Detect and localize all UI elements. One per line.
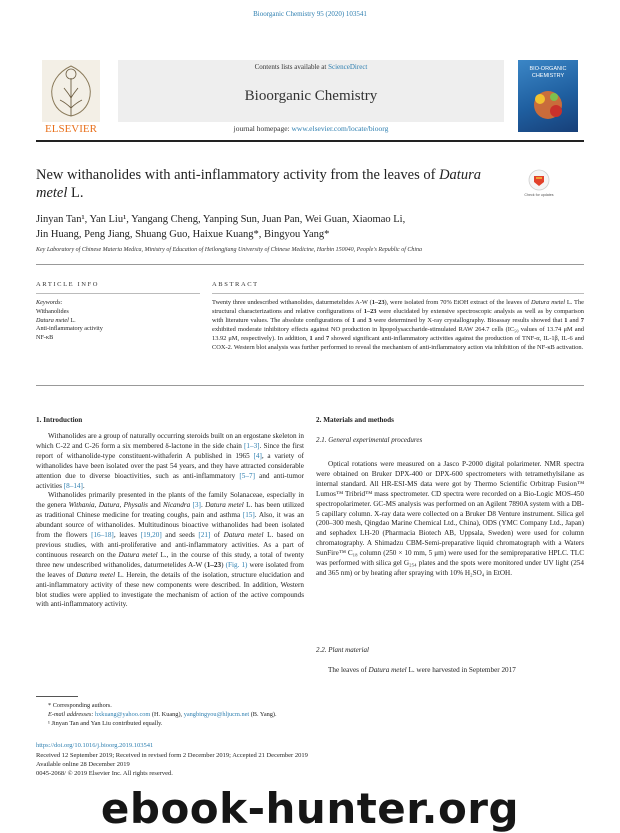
keywords-label: Keywords: (36, 299, 63, 306)
keyword-item: Withanolides (36, 307, 69, 315)
cover-title-2: CHEMISTRY (531, 72, 565, 79)
footnote-rule (36, 696, 78, 697)
keyword-item: Datura metel L. (36, 316, 76, 324)
journal-cover-image (518, 60, 578, 132)
article-info-heading: ARTICLE INFO (36, 281, 100, 288)
journal-homepage-line (118, 124, 504, 133)
ref-link[interactable]: [4] (253, 451, 262, 460)
email-addresses-note: E-mail addresses: hxkuang@yahoo.com (H. Kuang), yangbingyou@hljucm.net (B. Yang). (48, 711, 277, 718)
email-link[interactable]: yangbingyou@hljucm.net (183, 711, 250, 718)
homepage-prefix: journal homepage: (233, 124, 292, 133)
subsection-heading-2-2: 2.2. Plant material (316, 646, 369, 654)
ref-link[interactable]: [16–18] (91, 531, 114, 540)
footnotes (36, 701, 436, 728)
check-for-updates-badge[interactable] (526, 168, 552, 200)
author-list (36, 212, 556, 242)
ref-link[interactable]: [21] (198, 531, 211, 540)
svg-text:ELSEVIER: ELSEVIER (45, 123, 97, 135)
subsection-heading-2-1: 2.1. General experimental procedures (316, 436, 423, 444)
received-dates: Received 12 September 2019; Received in revised form 2 December 2019; Accepted 21 December 2019 (36, 752, 308, 759)
abstract-rule (212, 293, 584, 294)
introduction-heading: 1. Introduction (36, 416, 83, 424)
homepage-link[interactable]: www.elsevier.com/locate/bioorg (291, 124, 389, 133)
article-info-rule (36, 293, 200, 294)
keyword-item: NF-κB (36, 334, 54, 342)
figure-link[interactable]: (Fig. 1) (225, 560, 248, 569)
journal-reference[interactable]: Bioorganic Chemistry 95 (2020) 103541 (253, 10, 367, 18)
affiliation-rule (36, 264, 584, 265)
ref-link[interactable]: [8–14] (63, 481, 83, 490)
ref-link[interactable]: [3] (190, 501, 201, 510)
abstract-text: Twenty three undescribed withanolides, daturmetelides A-W (1–23), were isolated from 70% EtOH extract of the leaves of Datura metel L. The structural characterizations and relative configurations of 1–23 were elucidated by extensive spectroscopic analysis as well as by comparison with literature values. The absolute configurations of 1 and 3 were determined by X-ray crystallography. Bioassay results showed that 1 and 7 exhibited moderate inhibitory effects against NO production in lipopolysaccharide-stimulated RAW 264.7 cells (IC₅₀ values of 13.74 μM and 13.92 μM, respectively). In addition, 1 and 7 showed significant anti-inflammatory activities against the production of TNF-α, IL-1β, IL-6 and COX-2. Western blot analysis was further performed to reveal the mechanism of anti-inflammatory action via inhibition of the NF-κB activation. (212, 299, 584, 351)
cover-title-1: BIO-ORGANIC (529, 66, 567, 72)
intro-paragraph-2: Withanolides primarily presented in the plants of the family Solanaceae, especially in the genera Withania, Datura, Physalis and Nicandra [3]. Datura metel L. has been utilized as traditional Chinese medicine for treating coughs, pain and asthma [15]. Also, it was an abundant source of withanolides. Multitudinous bioactive withanolides had been isolated from the flowers [16–18], leaves [19,20] and seeds [21] of Datura metel L. based on previous studies, with anti-proliferative and anti-inflammatory activities. As a part of continuous research on the Datura metel L., in the course of this study, a total of twenty three new undescribed withanolides, daturmetelides A-W (1–23) (Fig. 1) were isolated from the leaves of Datura metel L. Herein, the details of the isolation, structure elucidation and anti-inflammatory activity of these new components were described. In addition, Western blot studies were applied to investigate the mechanism of action of the active compounds with anti-inflammatory activity. (36, 491, 305, 609)
available-online: Available online 28 December 2019 (36, 761, 130, 769)
title-text: New withanolides with anti-inflammatory activity from the leaves of (36, 167, 440, 183)
doi-link[interactable]: https://doi.org/10.1016/j.bioorg.2019.103541 (36, 742, 154, 749)
copyright-line: 0045-2068/ © 2019 Elsevier Inc. All rights reserved. (36, 770, 173, 778)
email-link[interactable]: hxkuang@yahoo.com (95, 711, 151, 718)
title-end: L. (67, 185, 84, 201)
ref-link[interactable]: [1–3] (243, 441, 260, 450)
methods-paragraph-2: The leaves of Datura metel L. were harvested in September 2017 (328, 666, 516, 674)
ref-link[interactable]: [5–7] (239, 471, 255, 480)
introduction-body (36, 432, 304, 610)
journal-title: Bioorganic Chemistry (244, 88, 378, 104)
sciencedirect-link[interactable]: ScienceDirect (328, 63, 368, 71)
affiliation: Key Laboratory of Chinese Materia Medica, Ministry of Education of Heilongjiang University of Chinese Medicine, Harbin 150040, People's Republic of China (36, 247, 423, 253)
watermark-text: ebook-hunter.org (100, 784, 520, 833)
svg-text:Check for updates: Check for updates (524, 193, 554, 197)
publication-history (36, 751, 584, 779)
ref-link[interactable]: [15] (242, 511, 255, 520)
authors-line-2: Jin Huang, Peng Jiang, Shuang Guo, Haixue Kuang*, Bingyou Yang* (36, 229, 330, 240)
equal-contribution-note: ¹ Jinyan Tan and Yan Liu contributed equally. (48, 720, 163, 727)
corresponding-authors-note: * Corresponding authors. (48, 702, 112, 709)
keyword-item: Anti-inflammatory activity (36, 325, 103, 333)
title-species: Datura metel (36, 167, 481, 201)
keywords-block (36, 299, 200, 343)
elsevier-logo (36, 58, 106, 136)
methods-paragraph-1: Optical rotations were measured on a Jasco P-2000 digital polarimeter. NMR spectra were obtained on Bruker DPX-400 or DPX-600 spectrometers with tetramethylsilane as internal standard. All HR-ESI-MS data were got by Thermo Scientific Orbitrap Fusion™ Lumos™ Tribrid™ mass spectrometer. CD spectra were recorded on a Bio-Logic MOS-450 spectropolarimeter. GC-MS analysis was performed on an Agilent 7890A system with a DB-5 capillary column. X-ray data were collected on a Bruker D8 Venture instrument. Silica gel (200–300 mesh, Qingdao Marine Chemical Ltd., China), ODS (YMC Company Ltd., Japan) and sephadex LH-20 (Pharmacia Biotech AB, Uppsala, Sweden) were used for column chromatography. A Shimadzu CBM-Semi-preparative liquid chromatograph with a Waters SunFire™ C₁₈ column (250 × 10 mm, 5 μm) were used for the semipreparative HPLC. TLC was performed with silica gel G₂₅₄ plates and the spots were monitored under UV light (254 and 365 nm) or by heating after spraying with 10% H₂SO₄ in EtOH. (316, 460, 584, 577)
authors-line-1: Jinyan Tan¹, Yan Liu¹, Yangang Cheng, Yanping Sun, Juan Pan, Wei Guan, Xiaomao Li, (36, 214, 406, 225)
contents-available-line (118, 63, 504, 71)
methods-heading: 2. Materials and methods (316, 416, 394, 424)
header-rule (36, 140, 584, 142)
abstract-bottom-rule (36, 385, 584, 386)
intro-paragraph-1: Withanolides are a group of naturally occurring steroids built on an ergostane skeleton in which C-22 and C-26 form a six membered δ-lactone in the side chain [1–3]. Since the first report of withanolide-type constituent-withaferin A published in 1965 [4], a variety of withanolides have been isolated over the past 54 years, and they have attracted considerable attention due to diverse bioactivities, such as anti-inflammatory [5–7] and anti-tumor activities [8–14]. (36, 432, 304, 490)
contents-prefix: Contents lists available at (254, 63, 329, 71)
methods-body (316, 460, 584, 579)
ref-link[interactable]: [19,20] (140, 531, 162, 540)
abstract-heading: ABSTRACT (212, 281, 259, 288)
article-title (36, 166, 506, 202)
